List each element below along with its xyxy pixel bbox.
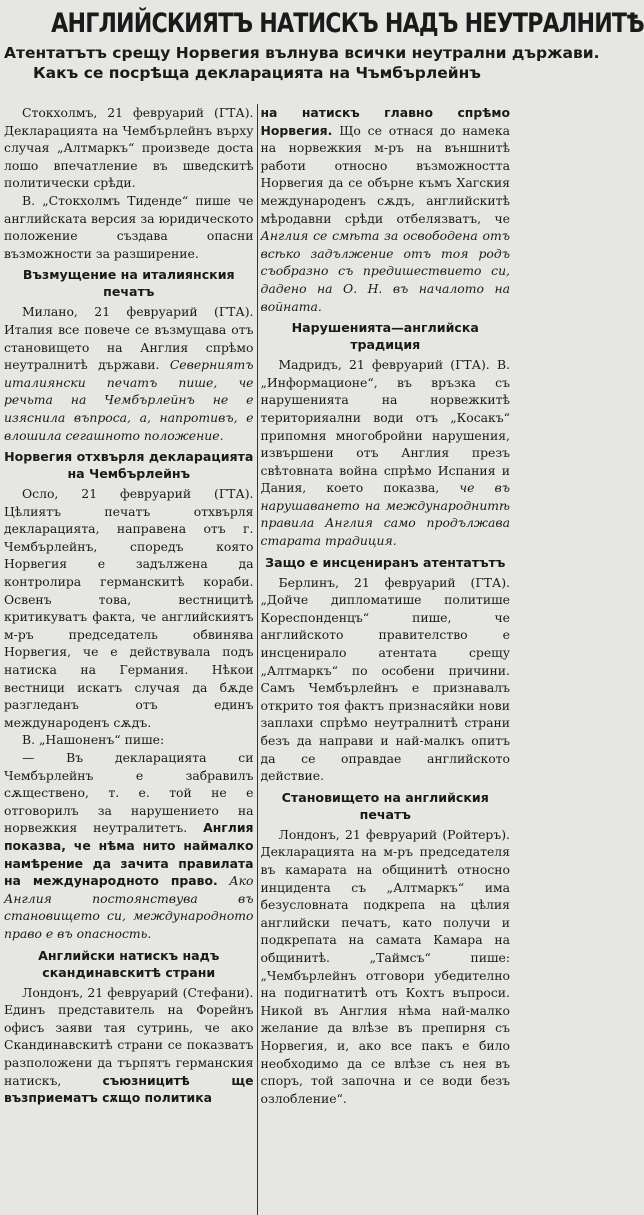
berlin-paragraph: Берлинъ, 21 февруарий (ГТА). „Дойче дипломатише политише Кореспонденцъ“ пише, че английското правителство е инсценирало атентата срещу „Алтмаркъ“ по особени причини. Самъ Чембърлейнъ е признавалъ открито тоя фактъ признасяйки нови заплахи спрѣмо неутралнитѣ страни безъ да направи и най-малкъ опитъ да се оправдае английското действие. xyxy=(260,574,510,784)
section-heading-english-press-stance: Становището на английския печатъ xyxy=(281,789,489,822)
nationen-bold-text: Англия показва, че нѣма нито наймалко намѣрение да зачита правилата на международното право. xyxy=(4,820,254,889)
continuation-italic-text: Англия се смѣта за освободена отъ всѣко задължение отъ тоя родъ съобразно съ предишествието си, дадено на О. Н. въ началото на войната. xyxy=(260,228,510,314)
london-stefani-text: Лондонъ, 21 февруарий (Стефани). Единъ представитель на Форейнъ офисъ заяви тая сутринь, че ако Скандинавскитѣ страни се показватъ разположени да търпятъ германския натискъ, xyxy=(4,984,254,1088)
nationen-intro: В. „Нашоненъ“ пише: xyxy=(22,732,165,748)
london-reuters-paragraph: Лондонъ, 21 февруарий (Ройтеръ). Декларацията на м-ръ председателя въ камарата на общинитѣ относно инцидента съ „Алтмаркъ“ има безусловната подкрепа на цѣлия английски печатъ, като получи и подкрепата на самата Камара на общинитѣ. „Таймсъ“ пише: „Чембърлейнъ отговори убедително на подигнатитѣ отъ Кохтъ въпроси. Никой въ Англия нѣма най-малко желание да влѣзе въ препирня съ Норвегия, и, ако все пакъ е било необходимо да се влѣзе съ нея въ споръ, той започна и се води безъ озлобление“. xyxy=(260,826,510,1106)
madrid-italic-text: че въ нарушаването на международнитѣ правила Англия само продължава старата традиция. xyxy=(260,480,510,549)
section-heading-english-tradition: Нарушенията—английска традиция xyxy=(291,320,479,353)
section-heading-norway-rejects: Норвегия отхвърля декларацията на Чембърлейнъ xyxy=(4,449,254,482)
stockholm-tidende-paragraph: В. „Стокхолмъ Тиденде“ пише че английската версия за юридическото положение създава опасни възможности за разширение. xyxy=(4,192,254,261)
oslo-paragraph: Осло, 21 февруарий (ГТА). Цѣлиятъ печатъ отхвърля декларацията, направена отъ г. Чембърлейнъ, споредъ която Норвегия е задължена да контролира германскитѣ кораби. Освенъ това, вестницитѣ критикуватъ факта, че английскиятъ м-ръ председатель обвинява Норвегия, че е действувала подъ натиска на Германия. Нѣкои вестници искатъ случая да бѫде разгледанъ отъ единъ международенъ сѫдъ. xyxy=(4,486,254,730)
subheadline-line-1: Атентатътъ срещу Норвегия вълнува всички неутрални държави. xyxy=(4,44,600,62)
section-heading-why-staged: Защо е инсцениранъ атентатътъ xyxy=(265,554,506,570)
section-heading-italian-press: Възмущение на италиянския печатъ xyxy=(22,267,235,300)
london-stefani-paragraph xyxy=(4,984,254,1107)
column-divider xyxy=(257,104,258,1215)
left-column xyxy=(4,104,254,1215)
nationen-quote xyxy=(4,749,254,943)
continuation-bold-text: на натискъ главно спрѣмо Норвегия. xyxy=(260,105,510,138)
continuation-text: Що се отнася до намека на норвежкия м-ръ на външнитѣ работи относно възможността Норвегия да се обърне къмъ Хагския международенъ сѫдъ, английскитѣ мѣродавни срѣди отбелязватъ, че xyxy=(260,122,510,226)
stockholm-paragraph: Стокхолмъ, 21 февруарий (ГТА). Декларацията на Чембърлейнъ върху случая „Алтмаркъ“ произведе доста лошо впечатление въ шведскитѣ политически срѣди. xyxy=(4,105,254,191)
right-column xyxy=(261,104,511,1215)
headline: АНГЛИЙСКИЯТЪ НАТИСКЪ НАДЪ НЕУТРАЛНИТѢ xyxy=(51,8,644,39)
article-columns xyxy=(4,104,510,1215)
milan-paragraph xyxy=(4,303,254,444)
madrid-text: Мадридъ, 21 февруарий (ГТА). В. „Информационе“, въ връзка съ нарушенията на норвежкитѣ територияални води отъ „Косакъ“ припомня многобройни нарушения, извършени отъ Англия презъ свѣтовната война спрѣмо Испания и Дания, което показва, xyxy=(260,357,510,496)
madrid-paragraph xyxy=(261,356,511,550)
continuation-paragraph xyxy=(261,104,511,315)
section-heading-scandinavian-pressure: Английски натискъ надъ скандинавскитѣ страни xyxy=(38,947,220,980)
nationen-italic-text: Ако Англия постоянствува въ становището си, международното право е въ опасность. xyxy=(4,873,254,941)
milan-text: Милано, 21 февруарий (ГТА). Италия все повече се възмущава отъ становището на Англия спрѣмо неутралнитѣ държави. xyxy=(4,304,254,373)
newspaper-clipping xyxy=(0,6,644,1215)
london-stefani-bold-text: съюзницитѣ ще възприематъ сѫщо политика xyxy=(4,1072,254,1106)
milan-italic-text: Северниятъ италиянски печатъ пише, че речьта на Чембърлейнъ не е изяснила въпроса, а, напротивъ, е влошила сегашното положение. xyxy=(4,357,254,443)
subheadline-line-2: Какъ се посрѣща декларацията на Чъмбърлейнъ xyxy=(33,64,481,82)
nationen-text: — Въ декларацията си Чембърлейнъ е забравилъ сѫществено, т. е. той не е отговорилъ за нарушението на норвежкия неутралитетъ. xyxy=(4,750,254,836)
